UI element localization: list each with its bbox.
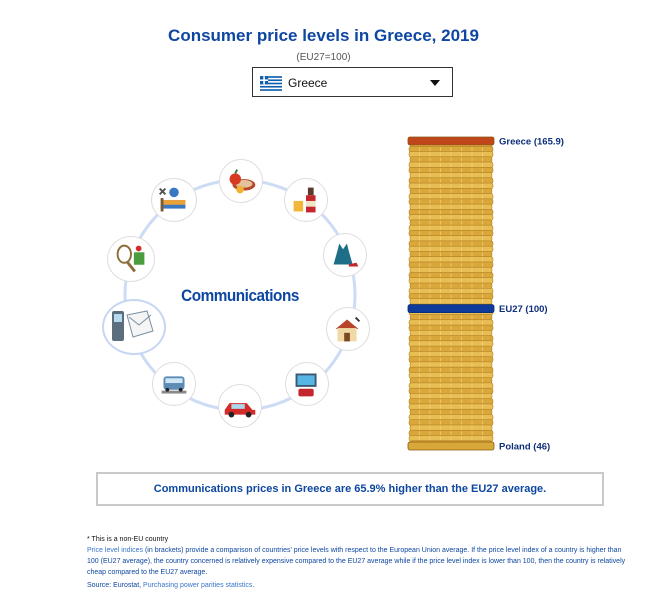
pli-footnote: [87, 545, 632, 578]
summary-box: Communications prices in Greece are 65.9% higher than the EU27 average.: [96, 472, 604, 506]
housing-icon[interactable]: [326, 307, 370, 351]
marker-label-poland: Poland (46): [499, 441, 551, 453]
marker-coin-eu27: [408, 305, 494, 313]
source-prefix: Source: Eurostat,: [87, 582, 144, 589]
alcohol-tobacco-icon[interactable]: [284, 178, 328, 222]
marker-label-eu27: EU27 (100): [499, 304, 548, 316]
clothing-icon[interactable]: [323, 233, 367, 277]
source-footnote: [87, 580, 632, 591]
electronics-icon[interactable]: [285, 362, 329, 406]
page-subtitle: (EU27=100): [296, 52, 351, 63]
marker-label-greece: Greece (165.9): [499, 136, 564, 148]
restaurants-hotels-icon[interactable]: [151, 178, 197, 222]
marker-coin-poland: [408, 442, 494, 450]
marker-coin-greece: [408, 137, 494, 145]
page-title: Consumer price levels in Greece, 2019: [168, 26, 479, 45]
food-icon[interactable]: [219, 159, 263, 203]
country-select[interactable]: [252, 67, 453, 97]
pli-link[interactable]: Price level indices: [87, 547, 144, 554]
communications-icon[interactable]: [102, 299, 166, 355]
source-link[interactable]: Purchasing power parities statistics: [143, 582, 253, 589]
car-icon[interactable]: [218, 384, 262, 428]
greece-flag-icon: [260, 76, 282, 91]
selected-category-label: Communications: [181, 286, 299, 305]
price-level-coin-chart: [400, 130, 647, 460]
chevron-down-icon[interactable]: [430, 80, 440, 86]
non-eu-footnote: * This is a non-EU country: [87, 536, 169, 543]
recreation-icon[interactable]: [107, 236, 155, 282]
pli-text: (in brackets) provide a comparison of countries' price levels with respect to the European Union average. If the price level index of a country is higher than 100 (EU27 average), the country concerned is relatively expensive compared to the EU27 average while if the price level index is lower than 100, then the country is relatively cheap compared to the EU27 average.: [87, 547, 626, 576]
source-suffix: .: [252, 582, 255, 589]
country-select-value: Greece: [288, 76, 328, 90]
transport-icon[interactable]: [152, 362, 196, 406]
